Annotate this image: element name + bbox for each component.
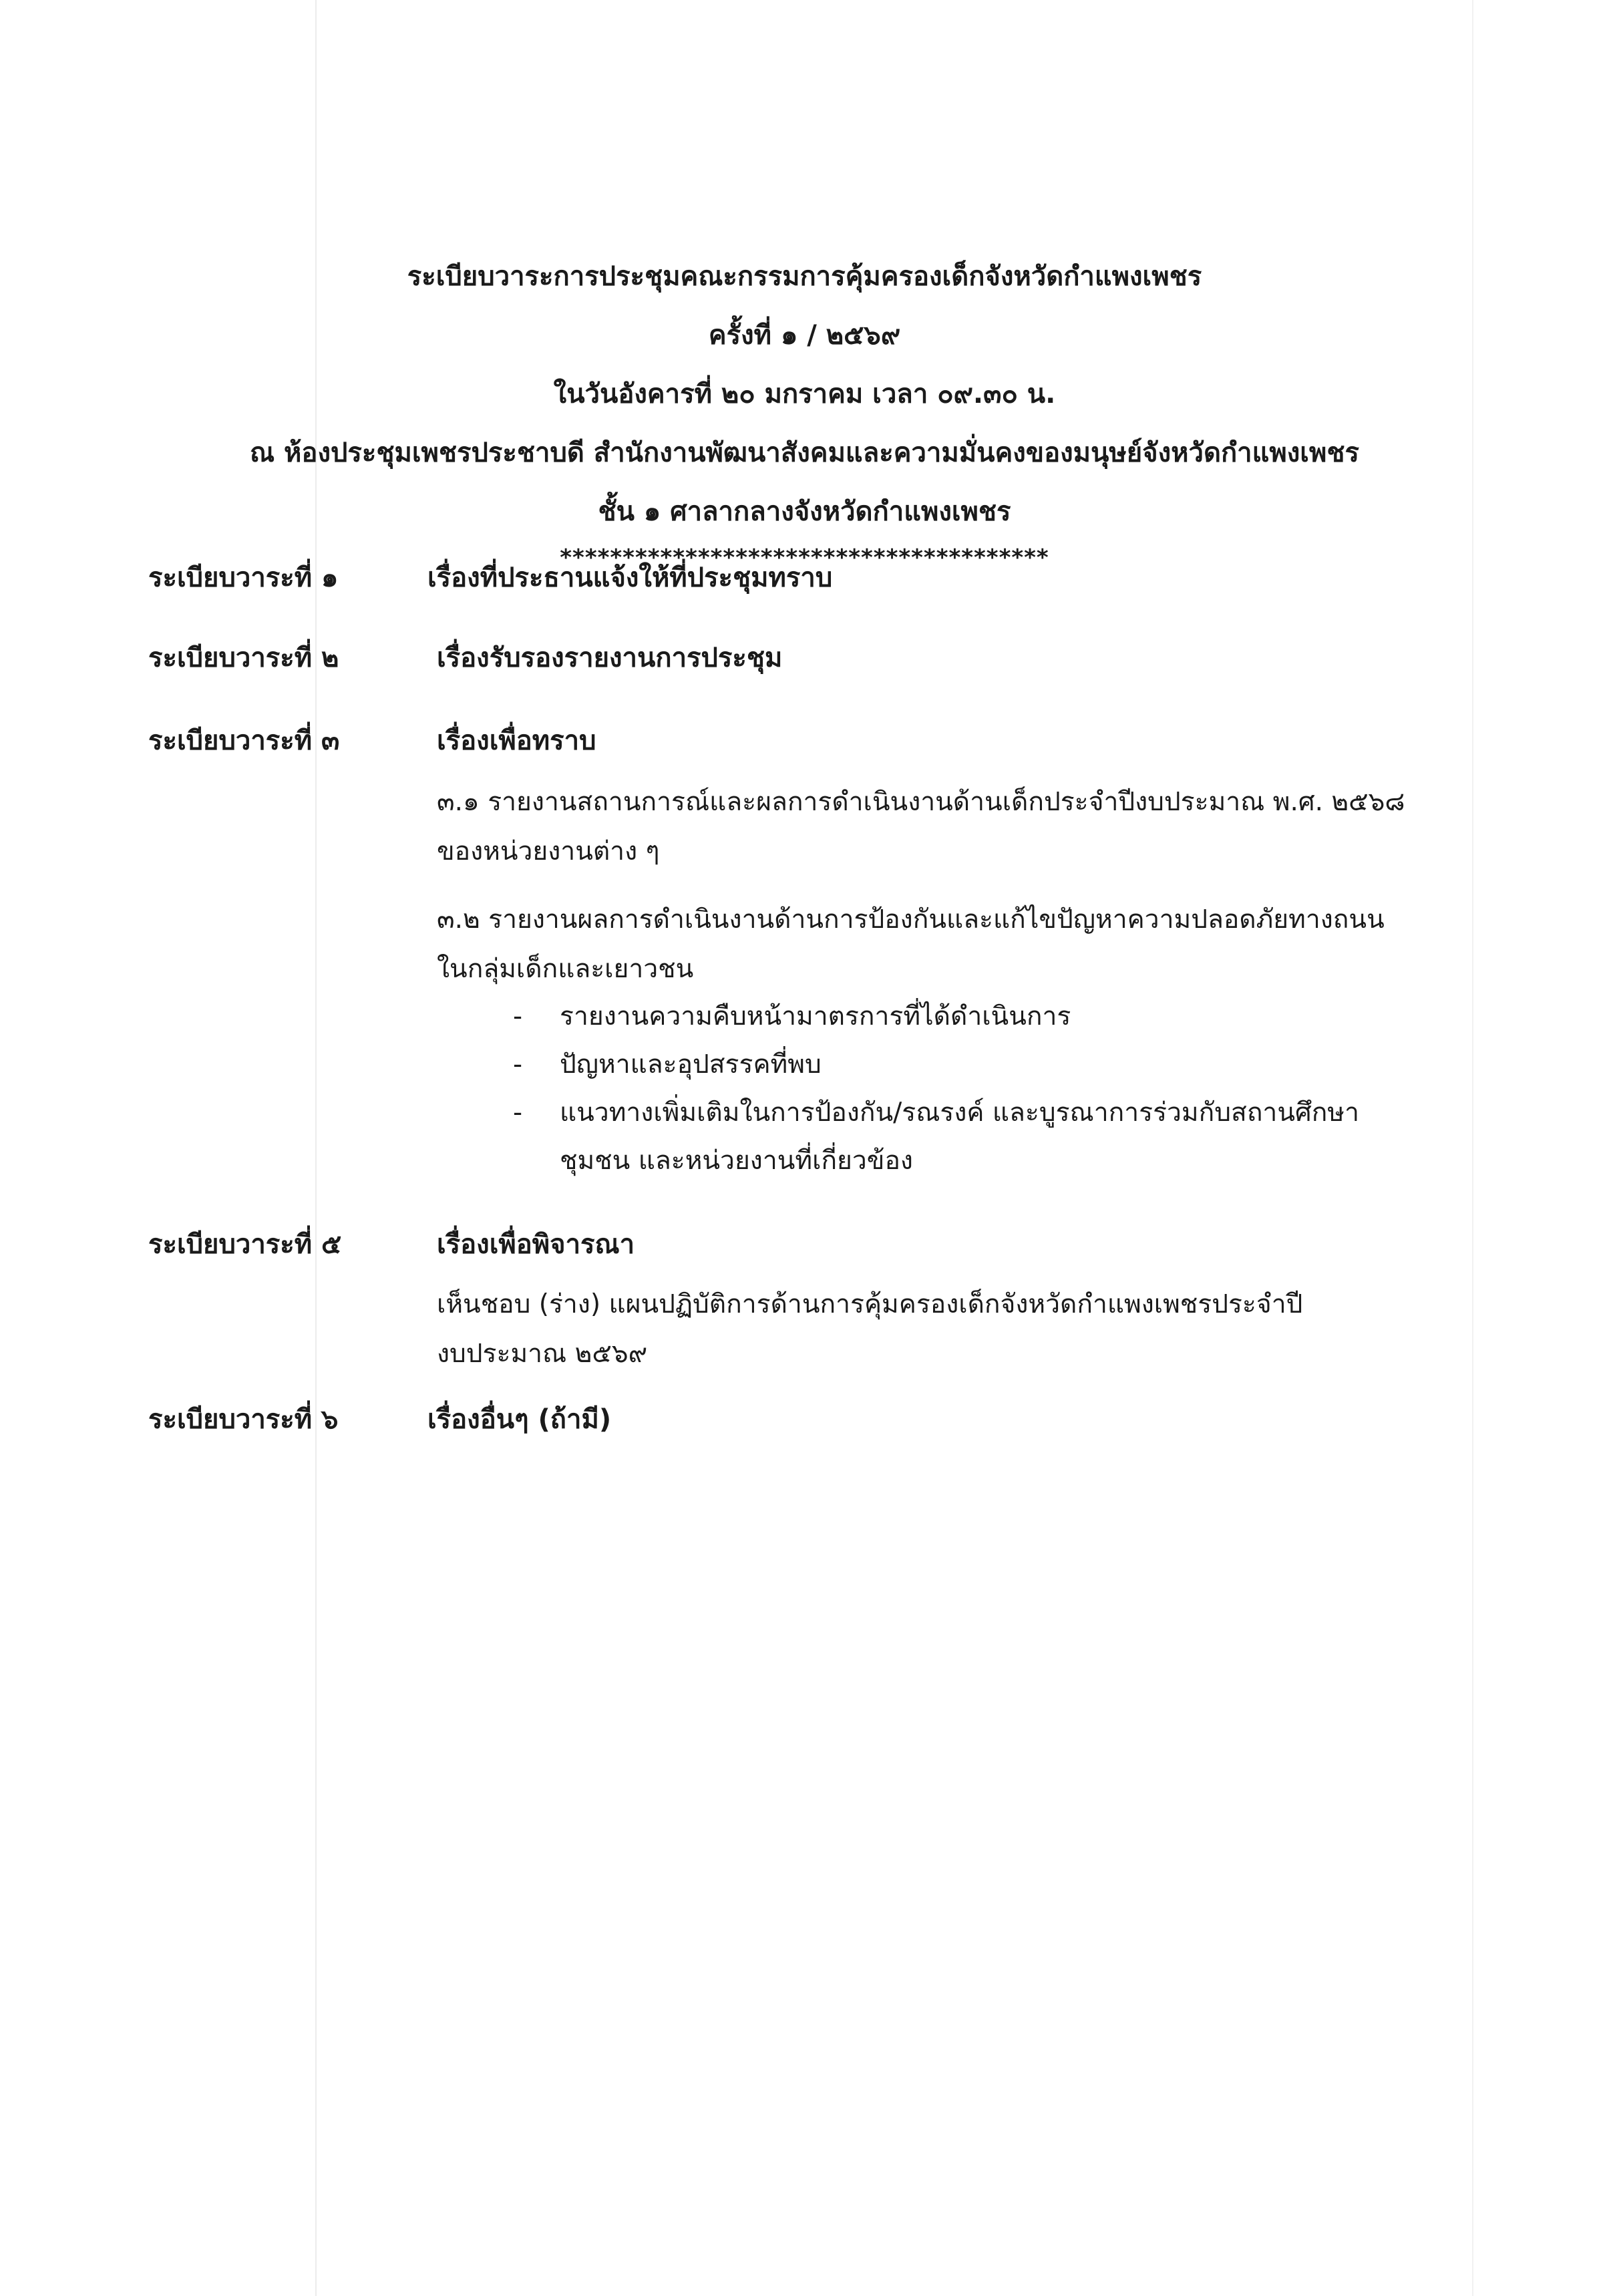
bullet-dash: - [513,1098,523,1128]
subitem-text: ของหน่วยงานต่าง ๆ [437,836,660,866]
list-item [513,1089,1461,1137]
agenda-3-subitem-1 [437,778,1452,876]
list-item [513,1137,1461,1185]
header-meeting-number: ครั้งที่ ๑ / ๒๕๖๙ [708,320,901,351]
body-text-line: งบประมาณ ๒๕๖๙ [437,1339,648,1369]
header-venue: ณ ห้องประชุมเพชรประชาบดี สำนักงานพัฒนาสังคมและความมั่นคงของมนุษย์จังหวัดกำแพงเพชร [250,438,1359,468]
agenda-label: ระเบียบวาระที่ ๑ [148,562,339,593]
header-title: ระเบียบวาระการประชุมคณะกรรมการคุ้มครองเด็กจังหวัดกำแพงเพชร [407,261,1202,292]
bullet-text: แนวทางเพิ่มเติมในการป้องกัน/รณรงค์ และบูรณาการร่วมกับสถานศึกษา [560,1098,1359,1128]
header-date-time: ในวันอังคารที่ ๒๐ มกราคม เวลา ๐๙.๓๐ น. [553,379,1056,409]
agenda-title: เรื่องรับรองรายงานการประชุม [437,643,783,673]
bullet-dash: - [513,1049,523,1080]
subitem-text: ๓.๒ รายงานผลการดำเนินงานด้านการป้องกันและแก้ไขปัญหาความปลอดภัยทางถนน [437,905,1385,935]
agenda-3-bullet-list [513,993,1461,1185]
bullet-text: ปัญหาและอุปสรรคที่พบ [560,1049,822,1080]
agenda-title: เรื่องเพื่อทราบ [437,725,596,756]
agenda-label: ระเบียบวาระที่ ๖ [148,1404,339,1435]
header-divider: *************************************** [560,544,1049,571]
header-floor: ชั้น ๑ ศาลากลางจังหวัดกำแพงเพชร [598,496,1011,527]
agenda-5-body [437,1280,1452,1379]
subitem-text: ๓.๑ รายงานสถานการณ์และผลการดำเนินงานด้านเด็กประจำปีงบประมาณ พ.ศ. ๒๕๖๘ [437,787,1405,817]
list-item [513,1041,1461,1089]
list-item [513,993,1461,1041]
body-text-line: เห็นชอบ (ร่าง) แผนปฏิบัติการด้านการคุ้มครองเด็กจังหวัดกำแพงเพชรประจำปี [437,1289,1303,1319]
bullet-dash: - [513,1001,523,1031]
agenda-label: ระเบียบวาระที่ ๕ [148,1229,342,1260]
agenda-title: เรื่องอื่นๆ (ถ้ามี) [427,1404,612,1435]
agenda-title: เรื่องเพื่อพิจารณา [437,1229,635,1260]
bullet-text-continued: ชุมชน และหน่วยงานที่เกี่ยวข้อง [560,1146,913,1176]
agenda-label: ระเบียบวาระที่ ๒ [148,643,339,673]
agenda-title: เรื่องที่ประธานแจ้งให้ที่ประชุมทราบ [427,562,833,593]
bullet-text: รายงานความคืบหน้ามาตรการที่ได้ดำเนินการ [560,1001,1071,1031]
subitem-text: ในกลุ่มเด็กและเยาวชน [437,954,694,984]
document-header [0,247,1609,575]
agenda-3-subitem-2 [437,895,1452,994]
agenda-label: ระเบียบวาระที่ ๓ [148,725,340,756]
